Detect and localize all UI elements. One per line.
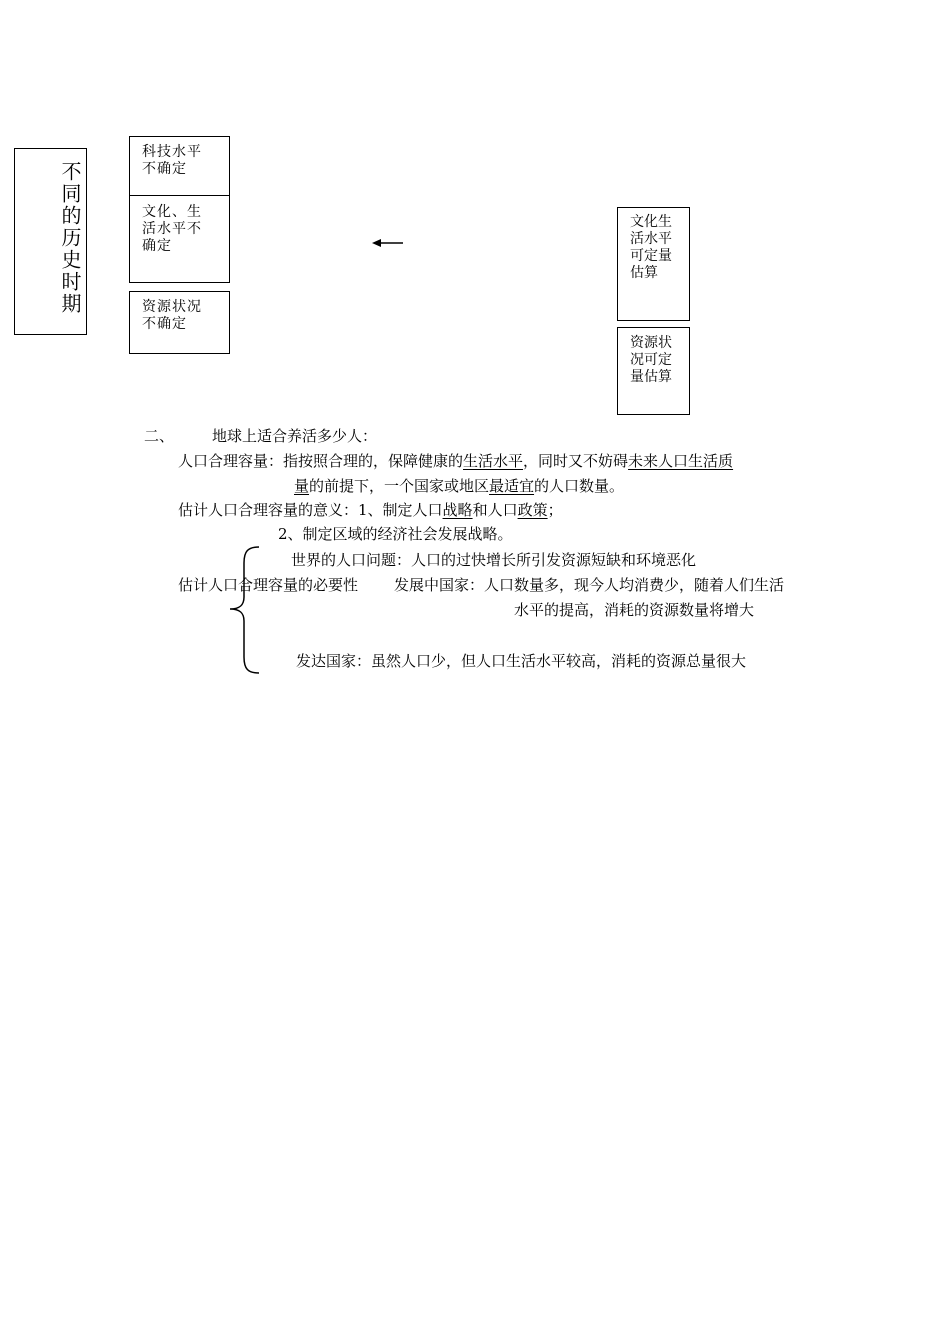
definition-blank-most-suitable: 最适宜	[489, 477, 535, 495]
significance-line-1	[178, 500, 563, 520]
period-label: 不同的历史时期	[58, 161, 82, 315]
definition-blank-future-quality: 未来人口生活质	[628, 452, 734, 470]
significance-blank-strategy: 战略	[442, 501, 473, 519]
significance-suffix: ；	[547, 501, 563, 519]
necessity-developed: 发达国家：虽然人口少，但人口生活水平较高，消耗的资源总量很大	[296, 652, 747, 670]
definition-suffix: 的人口数量。	[534, 477, 625, 495]
definition-prefix: 人口合理容量：指按照合理的，保障健康的	[178, 452, 464, 470]
definition-mid2: 的前提下，一个国家或地区	[309, 477, 490, 495]
necessity-world: 世界的人口问题：人口的过快增长所引发资源短缺和环境恶化	[291, 551, 697, 569]
definition-line-2	[294, 476, 624, 496]
definition-blank-living-standard: 生活水平	[463, 452, 524, 470]
section-title: 地球上适合养活多少人：	[212, 427, 378, 445]
resource-estimate-text: 资源状 况可定 量估算	[630, 335, 672, 385]
left-arrow-icon	[372, 236, 404, 250]
definition-mid: ，同时又不妨碍	[523, 452, 629, 470]
culture-level-text: 文化、生 活水平不 确定	[142, 204, 202, 254]
curly-brace-icon	[228, 545, 262, 675]
definition-line-1	[178, 451, 733, 471]
tech-level-box	[129, 136, 230, 197]
significance-item-2: 2、制定区域的经济社会发展战略。	[278, 525, 513, 543]
resource-status-text: 资源状况 不确定	[142, 299, 202, 332]
resource-estimate-box	[617, 327, 690, 415]
period-box	[14, 148, 87, 335]
necessity-label: 估计人口合理容量的必要性	[178, 576, 359, 594]
culture-estimate-box	[617, 207, 690, 321]
significance-mid: 和人口	[472, 501, 518, 519]
necessity-developing-1: 发展中国家：人口数量多，现今人均消费少，随着人们生活	[394, 576, 785, 594]
section-number: 二、	[144, 427, 175, 445]
necessity-developing-2: 水平的提高，消耗的资源数量将增大	[514, 601, 755, 619]
culture-estimate-text: 文化生 活水平 可定量 估算	[630, 214, 672, 281]
culture-level-box	[129, 195, 230, 283]
definition-blank-continued: 量	[294, 477, 310, 495]
significance-blank-policy: 政策	[517, 501, 548, 519]
tech-level-text: 科技水平 不确定	[142, 144, 202, 177]
resource-status-box	[129, 291, 230, 354]
significance-prefix: 估计人口合理容量的意义：1、制定人口	[178, 501, 443, 519]
